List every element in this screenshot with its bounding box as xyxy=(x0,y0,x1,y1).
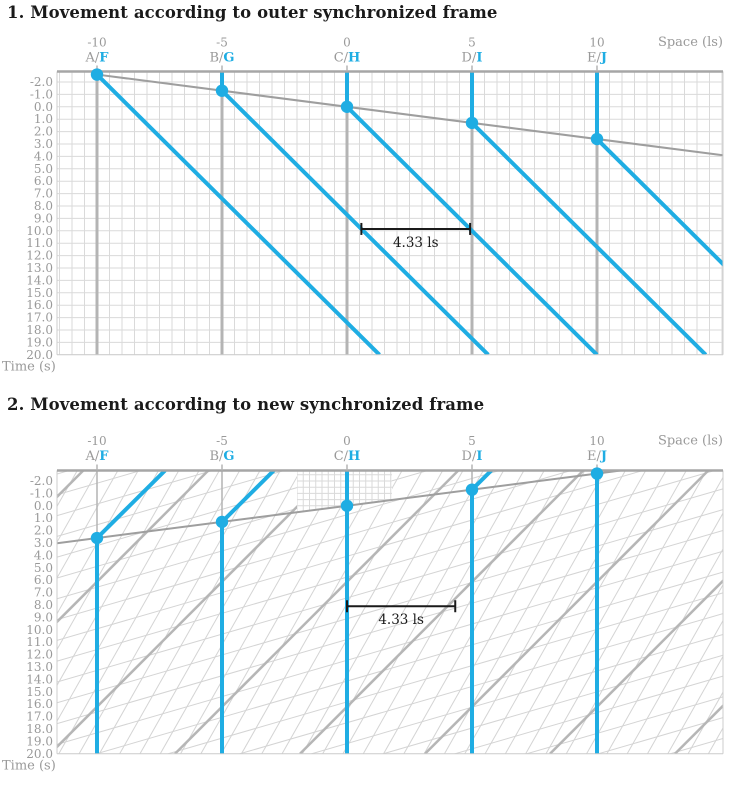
space-tick-label: -5 xyxy=(216,434,228,448)
event-dot xyxy=(341,101,353,113)
time-tick-label: 4.0 xyxy=(33,149,53,164)
object-pair-label: A/F xyxy=(85,50,109,65)
time-tick-label: 2.0 xyxy=(33,523,53,538)
event-dot xyxy=(91,68,103,80)
space-axis-label: Space (ls) xyxy=(657,433,723,449)
time-tick-label: 15.0 xyxy=(26,684,53,699)
event-dot xyxy=(591,133,603,145)
time-tick-label: 13.0 xyxy=(26,660,53,674)
space-tick-label: 5 xyxy=(468,434,476,448)
time-tick-label: 9.0 xyxy=(33,610,53,625)
time-tick-label: 16.0 xyxy=(26,697,53,712)
time-tick-label: 8.0 xyxy=(33,199,53,213)
time-tick-label: 8.0 xyxy=(33,598,53,612)
time-tick-label: 19.0 xyxy=(26,734,53,749)
object-pair-label: B/G xyxy=(209,50,235,65)
time-tick-label: 1.0 xyxy=(33,112,53,127)
time-tick-label: 12.0 xyxy=(26,647,53,662)
space-tick-label: 10 xyxy=(589,434,605,448)
time-tick-label: -2.0 xyxy=(29,474,53,488)
time-tick-label: 7.0 xyxy=(33,186,53,201)
event-dot xyxy=(216,84,228,96)
object-pair-label: E/J xyxy=(586,50,608,65)
time-tick-label: 15.0 xyxy=(26,285,53,300)
event-dot xyxy=(466,117,478,129)
time-tick-label: 17.0 xyxy=(26,310,53,325)
space-tick-label: -10 xyxy=(87,35,107,50)
time-tick-label: 0.0 xyxy=(33,99,53,114)
time-tick-label: 5.0 xyxy=(33,161,53,176)
time-tick-label: 11.0 xyxy=(26,635,53,650)
figure-2-title: 2. Movement according to new synchronized frame xyxy=(7,395,485,414)
distance-annotation-label: 4.33 ls xyxy=(392,234,439,251)
time-tick-label: 1.0 xyxy=(33,511,53,526)
time-tick-label: 6.0 xyxy=(33,573,53,588)
object-pair-label: B/G xyxy=(209,448,235,464)
event-dot xyxy=(341,500,353,512)
object-pair-label: C/H xyxy=(333,50,361,65)
object-pair-label: E/J xyxy=(586,448,608,464)
time-tick-label: 2.0 xyxy=(33,124,53,139)
time-tick-label: 0.0 xyxy=(33,498,53,513)
time-tick-label: 14.0 xyxy=(26,672,53,687)
time-tick-label: 17.0 xyxy=(26,709,53,724)
time-tick-label: 10.0 xyxy=(26,223,53,238)
space-tick-label: 10 xyxy=(589,35,605,50)
time-tick-label: 16.0 xyxy=(26,298,53,313)
event-dot xyxy=(466,483,478,495)
space-tick-label: 5 xyxy=(468,35,476,50)
plot-background xyxy=(57,72,723,355)
time-tick-label: -1.0 xyxy=(29,87,53,102)
object-pair-label: A/F xyxy=(85,448,109,464)
time-tick-label: 12.0 xyxy=(26,248,53,263)
time-axis-label: Time (s) xyxy=(2,359,56,375)
time-tick-label: 9.0 xyxy=(33,211,53,226)
space-axis-label: Space (ls) xyxy=(657,35,723,50)
time-tick-label: 5.0 xyxy=(33,560,53,575)
time-tick-label: 20.0 xyxy=(26,746,53,761)
time-tick-label: 10.0 xyxy=(26,622,53,637)
space-tick-label: 0 xyxy=(343,434,351,448)
event-dot xyxy=(216,516,228,528)
time-tick-label: 11.0 xyxy=(26,236,53,251)
object-pair-label: C/H xyxy=(333,448,361,464)
time-tick-label: -2.0 xyxy=(29,75,53,89)
event-dot xyxy=(91,532,103,544)
time-tick-label: 4.0 xyxy=(33,548,53,563)
time-tick-label: -1.0 xyxy=(29,486,53,501)
time-tick-label: 13.0 xyxy=(26,261,53,275)
time-tick-label: 3.0 xyxy=(33,536,53,550)
figure-1-title: 1. Movement according to outer synchronized frame xyxy=(7,3,498,22)
time-tick-label: 19.0 xyxy=(26,335,53,350)
space-tick-label: 0 xyxy=(343,35,351,50)
object-pair-label: D/I xyxy=(461,50,483,65)
time-tick-label: 18.0 xyxy=(26,323,53,337)
distance-annotation-label: 4.33 ls xyxy=(378,612,424,629)
time-tick-label: 3.0 xyxy=(33,137,53,151)
figure-1 xyxy=(2,35,739,375)
time-tick-label: 7.0 xyxy=(33,585,53,600)
time-tick-label: 6.0 xyxy=(33,174,53,189)
space-tick-label: -5 xyxy=(216,35,228,50)
event-dot xyxy=(591,467,603,479)
time-tick-label: 14.0 xyxy=(26,273,53,288)
time-tick-label: 18.0 xyxy=(26,722,53,736)
figure-2 xyxy=(0,281,739,788)
object-pair-label: D/I xyxy=(461,448,483,464)
time-tick-label: 20.0 xyxy=(26,347,53,362)
time-axis-label: Time (s) xyxy=(2,758,56,774)
space-tick-label: -10 xyxy=(87,434,107,448)
